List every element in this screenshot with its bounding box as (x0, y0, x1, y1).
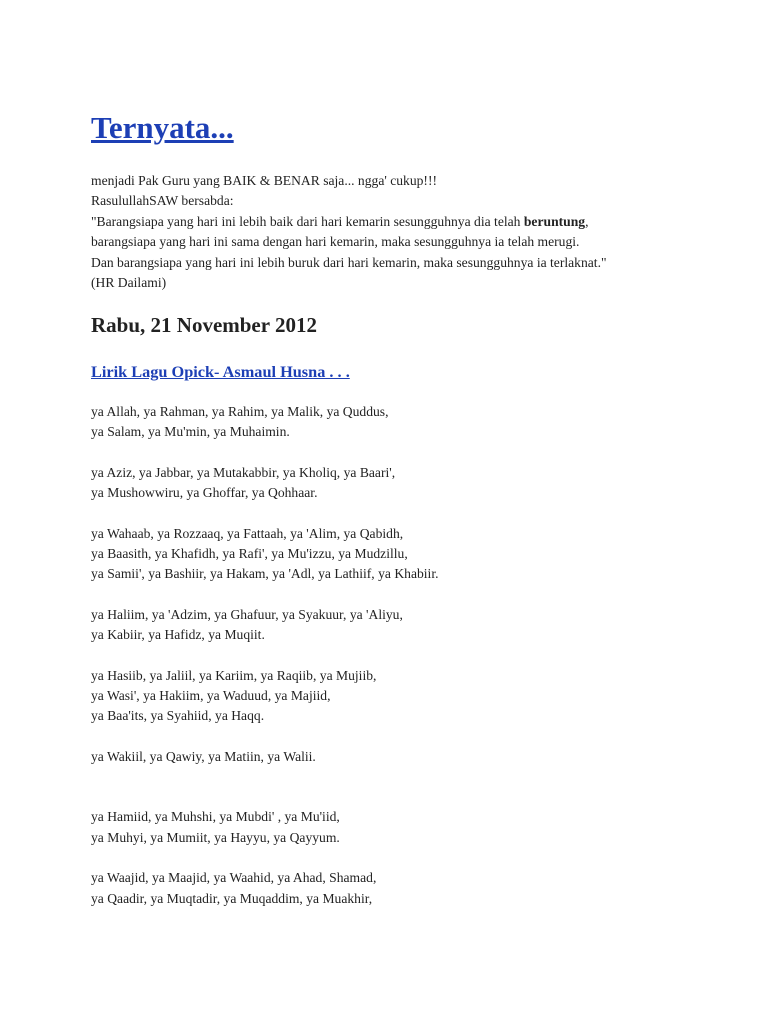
lyric-stanza (91, 747, 439, 767)
blog-title-link[interactable]: Ternyata... (91, 110, 234, 145)
lyric-line: ya Wasi', ya Hakiim, ya Waduud, ya Majiid, (91, 688, 331, 704)
lyric-line: ya Baa'its, ya Syahiid, ya Haqq. (91, 708, 265, 724)
lyric-line: ya Kabiir, ya Hafidz, ya Muqiit. (91, 627, 265, 643)
intro-bold-text: beruntung (523, 213, 586, 229)
lyric-line: ya Mushowwiru, ya Ghoffar, ya Qohhaar. (91, 485, 318, 501)
lyric-line: ya Baasith, ya Khafidh, ya Rafi', ya Mu'izzu, ya Mudzillu, (91, 546, 408, 562)
intro-line: menjadi Pak Guru yang BAIK & BENAR saja... ngga' cukup!!! (91, 173, 438, 188)
lyric-line: ya Hasiib, ya Jaliil, ya Kariim, ya Raqiib, ya Mujiib, (91, 667, 377, 683)
post-body (91, 402, 439, 929)
blog-description (91, 171, 607, 293)
intro-text: , (585, 213, 589, 229)
lyric-line: ya Wahaab, ya Rozzaaq, ya Fattaah, ya 'Alim, ya Qabidh, (91, 525, 404, 541)
lyric-line: ya Hamiid, ya Muhshi, ya Mubdi' , ya Mu'iid, (91, 809, 340, 825)
lyric-stanza (91, 868, 439, 909)
lyric-line: ya Haliim, ya 'Adzim, ya Ghafuur, ya Syakuur, ya 'Aliyu, (91, 606, 403, 622)
intro-line: barangsiapa yang hari ini sama dengan hari kemarin, maka sesungguhnya ia telah merugi. (91, 234, 580, 250)
lyric-line: ya Waajid, ya Maajid, ya Waahid, ya Ahad, Shamad, (91, 870, 377, 886)
lyric-stanza (91, 463, 439, 504)
lyric-stanza (91, 605, 439, 646)
intro-line: RasulullahSAW bersabda: (91, 193, 234, 209)
lyric-stanza (91, 402, 439, 443)
intro-line (91, 212, 607, 232)
lyric-stanza (91, 666, 439, 727)
lyric-line: ya Allah, ya Rahman, ya Rahim, ya Malik, ya Quddus, (91, 404, 389, 419)
lyric-line: ya Qaadir, ya Muqtadir, ya Muqaddim, ya Muakhir, (91, 890, 373, 906)
date-header: Rabu, 21 November 2012 (91, 313, 317, 337)
post-title-link[interactable]: Lirik Lagu Opick- Asmaul Husna . . . (91, 362, 350, 381)
lyric-line: ya Samii', ya Bashiir, ya Hakam, ya 'Adl, ya Lathiif, ya Khabiir. (91, 566, 439, 582)
lyric-line: ya Aziz, ya Jabbar, ya Mutakabbir, ya Kholiq, ya Baari', (91, 464, 396, 480)
intro-line: Dan barangsiapa yang hari ini lebih buruk dari hari kemarin, maka sesungguhnya ia terlaknat." (91, 254, 607, 270)
intro-line: (HR Dailami) (91, 275, 167, 291)
lyric-line: ya Wakiil, ya Qawiy, ya Matiin, ya Walii. (91, 748, 316, 764)
lyric-stanza (91, 807, 439, 848)
intro-text: "Barangsiapa yang hari ini lebih baik dari hari kemarin sesungguhnya dia telah (91, 213, 524, 229)
lyric-line: ya Muhyi, ya Mumiit, ya Hayyu, ya Qayyum. (91, 829, 340, 845)
lyric-line: ya Salam, ya Mu'min, ya Muhaimin. (91, 424, 290, 440)
lyric-stanza (91, 524, 439, 585)
